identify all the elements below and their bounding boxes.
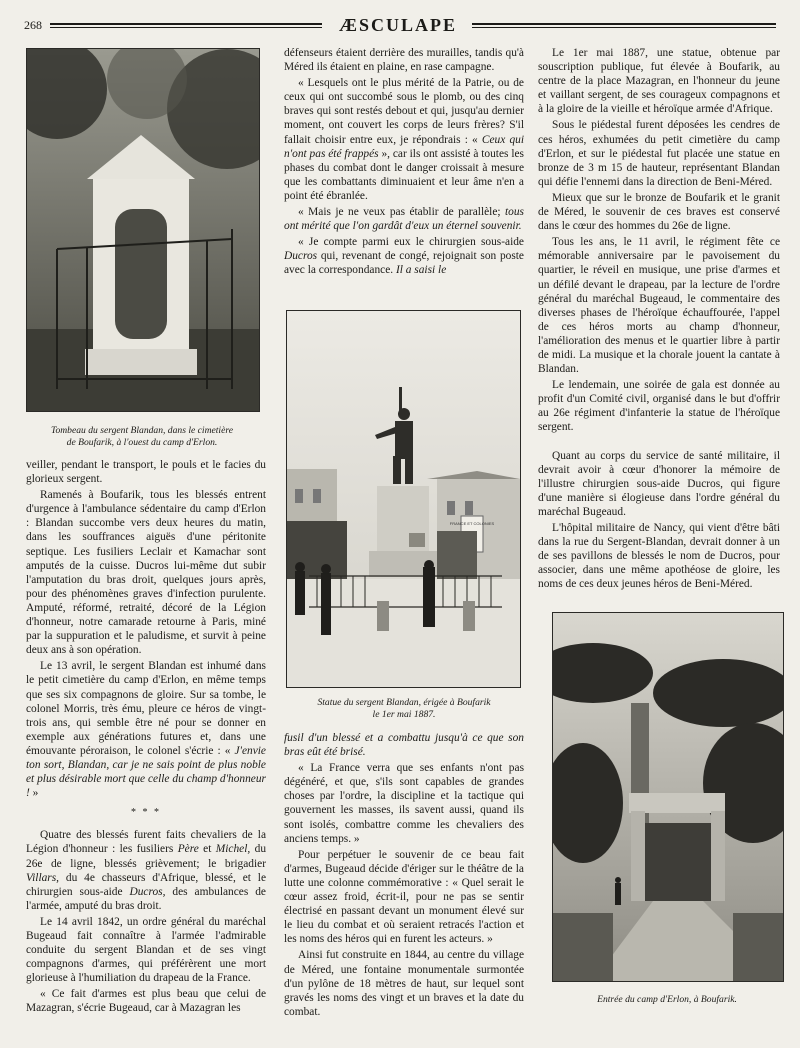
header-rule-left <box>50 23 322 28</box>
column-2-top <box>284 46 524 280</box>
col3-paragraph: Le 1er mai 1887, une statue, obtenue par souscription publique, fut élevée à Boufarik, au centre de la place Mazagran, en l'honneur du jeune et vaillant sergent, de ses courageux compagnons et à la gloire de la vieille et héroïque armée d'Afrique. <box>538 47 780 116</box>
col1-paragraph: Quatre des blessés furent faits chevaliers de la Légion d'honneur : les fusiliers Père et Michel, du 26e de ligne, blessés grièvement; le brigadier Villars, du 4e chasseurs d'Afrique, blessé, et le chirurgien sous-aide Ducros, des ambulances de l'armée, amputé du bras droit. <box>26 829 267 912</box>
statue-photo-image <box>287 311 520 687</box>
col3-paragraph: Tous les ans, le 11 avril, le régiment fête ce mémorable anniversaire par le pavoisement du quartier, le réveil en musique, une prise d'armes et un défilé devant le drapeau, par la lecture de l'ordre général du maréchal Bugeaud, le commentaire des diverses phases de l'héroïque échauffourée, l'appel de ces héros morts au champ d'honneur, l'amélioration des menus et le quartier libre à partir de midi. La musique et la chorale jouent la cantate à Blandan. <box>538 236 780 376</box>
statue-caption-line1: Statue du sergent Blandan, érigée à Boufarik <box>317 697 491 708</box>
column-2-bottom <box>284 731 524 1021</box>
col2-paragraph: Ainsi fut construite en 1844, au centre du village de Méred, une fontaine monumentale surmontée d'un pylône de 18 mètres de haut, sur lequel sont gravés les noms des vingt et un braves et la date du combat. <box>284 949 524 1018</box>
statue-photo <box>286 310 521 688</box>
entrance-photo-image <box>553 613 783 981</box>
page-header <box>24 14 776 38</box>
journal-title: ÆSCULAPE <box>338 15 457 35</box>
col1-paragraph: veiller, pendant le transport, le pouls et le facies du glorieux sergent. <box>26 459 266 486</box>
col1-paragraph: Ramenés à Boufarik, tous les blessés entrent d'urgence à l'ambulance sédentaire du camp d'Erlon : Blandan succombe vers deux heures du matin, dans les souffrances aiguës d'une péritonite septique. Les fusiliers Leclair et Kamachar sont amputés de la cuisse. Ducros lui-même dut subir l'amputation du bras droit, quelques jours après, pour des phénomènes graves d'infection purulente. Amputé, réformé, retraité, décoré de la Légion d'honneur, notre camarade retourne à Paris, miné par la suppuration et le paludisme, et survit à peine deux ans à son opération. <box>26 489 266 657</box>
col2-paragraph: « Je compte parmi eux le chirurgien sous-aide Ducros qui, revenant de congé, rejoignait son poste avec la correspondance. Il a saisi le <box>284 236 524 277</box>
col2-paragraph: « Lesquels ont le plus mérité de la Patrie, ou de ceux qui ont succombé sous le plomb, ou des cinq braves qui sont restés debout et qui, jusqu'au dernier moment, ont couvert les corps de leurs frères? S'il fallait choisir entre eux, je répondrais : « Ceux qui n'ont pas été frappés », car ils ont assisté à toutes les phases du combat dont le danger croissait à mesure que les combattants diminuaient et leur âme n'en a point été ébranlée. <box>284 77 525 202</box>
column-1 <box>26 458 266 1018</box>
col3-paragraph: Le lendemain, une soirée de gala est donnée au profit d'un Comité civil, organisé dans le but d'offrir au 26e régiment d'infanterie la statue de l'héroïque sergent. <box>538 379 780 434</box>
col2-paragraph: « La France verra que ses enfants n'ont pas dégénéré, et que, s'ils sont capables de grandes choses par l'ordre, la discipline et la tactique qui gouvernent les masses, ils savent aussi, quand ils sont isolés, combattre comme les chevaliers des anciens temps. » <box>284 762 524 845</box>
col2-paragraph: défenseurs étaient derrière des murailles, tandis qu'à Méred ils étaient en plaine, en rase campagne. <box>284 47 524 74</box>
col2-paragraph: Pour perpétuer le souvenir de ce beau fait d'armes, Bugeaud décide d'ériger sur le théâtre de la lutte une colonne commémorative : « Quel serait le cœur assez froid, écrit-il, pour ne pas se sentir électrisé en passant devant un monument élevé sur le lieu du combat et où seraient retracés l'action et les noms des héros qui en furent les acteurs. » <box>284 848 524 946</box>
tomb-caption <box>26 425 258 448</box>
col1-paragraph: Le 13 avril, le sergent Blandan est inhumé dans le petit cimetière du camp d'Erlon, en même temps que ses six compagnons de gloire. Sur sa tombe, le colonel Morris, très ému, pleure ce héros de vingt-trois ans, qui semble être né pour se donner en exemple aux générations futures et, dans une émouvante péroraison, le colonel s'écrie : « J'envie ton sort, Blandan, car je ne sais point de plus noble et plus désirable mort que celle du champ d'honneur ! » <box>26 660 266 800</box>
shop-sign-text: FRANCE ET COLONIES <box>449 521 495 526</box>
column-3 <box>538 46 780 593</box>
statue-caption <box>284 697 524 720</box>
tomb-photo-image <box>27 49 259 411</box>
tomb-photo <box>26 48 260 412</box>
page-number: 268 <box>24 18 42 32</box>
tomb-caption-line2: de Boufarik, à l'ouest du camp d'Erlon. <box>66 436 218 448</box>
entrance-caption: Entrée du camp d'Erlon, à Boufarik. <box>597 994 737 1005</box>
col3-paragraph: Mieux que sur le bronze de Boufarik et le granit de Méred, le souvenir de ces braves est conservé dans le cœur des hommes du 26e de ligne. <box>538 191 780 233</box>
col1-paragraph: « Ce fait d'armes est plus beau que celui de Mazagran, s'écrie Bugeaud, car à Mazagran les <box>26 988 266 1015</box>
header-rule-right <box>472 23 776 28</box>
col1-paragraph: Le 14 avril 1842, un ordre général du maréchal Bugeaud fait connaître à l'armée l'admirable conduite du sergent Blandan et de ses vingt compagnons d'armes, qui préférèrent une mort glorieuse à l'humiliation du drapeau de la France. <box>26 915 266 985</box>
tomb-caption-line1: Tombeau du sergent Blandan, dans le cimetière <box>51 425 233 436</box>
statue-caption-line2: le 1er mai 1887. <box>372 708 436 720</box>
col3-paragraph: Quant au corps du service de santé militaire, il devrait avoir à cœur d'honorer la mémoire de l'illustre chirurgien sous-aide Ducros, qui figure d'une manière si élogieuse dans l'ordre général du maréchal Bugeaud. <box>538 449 780 518</box>
section-separator: * * * <box>131 807 161 819</box>
col3-paragraph: Sous le piédestal furent déposées les cendres de ces héros, exhumées du petit cimetière du camp d'Erlon, et sur le piédestal fut placée une statue en bronze de 3 m 15 de hauteur, représentant Blandan qui défie l'ennemi dans la direction de Beni-Méred. <box>538 119 780 188</box>
entrance-photo <box>552 612 784 982</box>
col2-paragraph: fusil d'un blessé et a combattu jusqu'à ce que son bras eût été brisé. <box>284 732 524 759</box>
col2-paragraph: « Mais je ne veux pas établir de parallèle; tous ont mérité que l'on gardât d'eux un éternel souvenir. <box>284 206 524 233</box>
col3-paragraph: L'hôpital militaire de Nancy, qui vient d'être bâti dans la rue du Sergent-Blandan, devrait donner à un de ses pavillons de blessés le nom de Ducros, pour associer, dans une même apothéose de gloire, les noms de ces deux jeunes héros de Beni-Méred. <box>538 522 780 591</box>
